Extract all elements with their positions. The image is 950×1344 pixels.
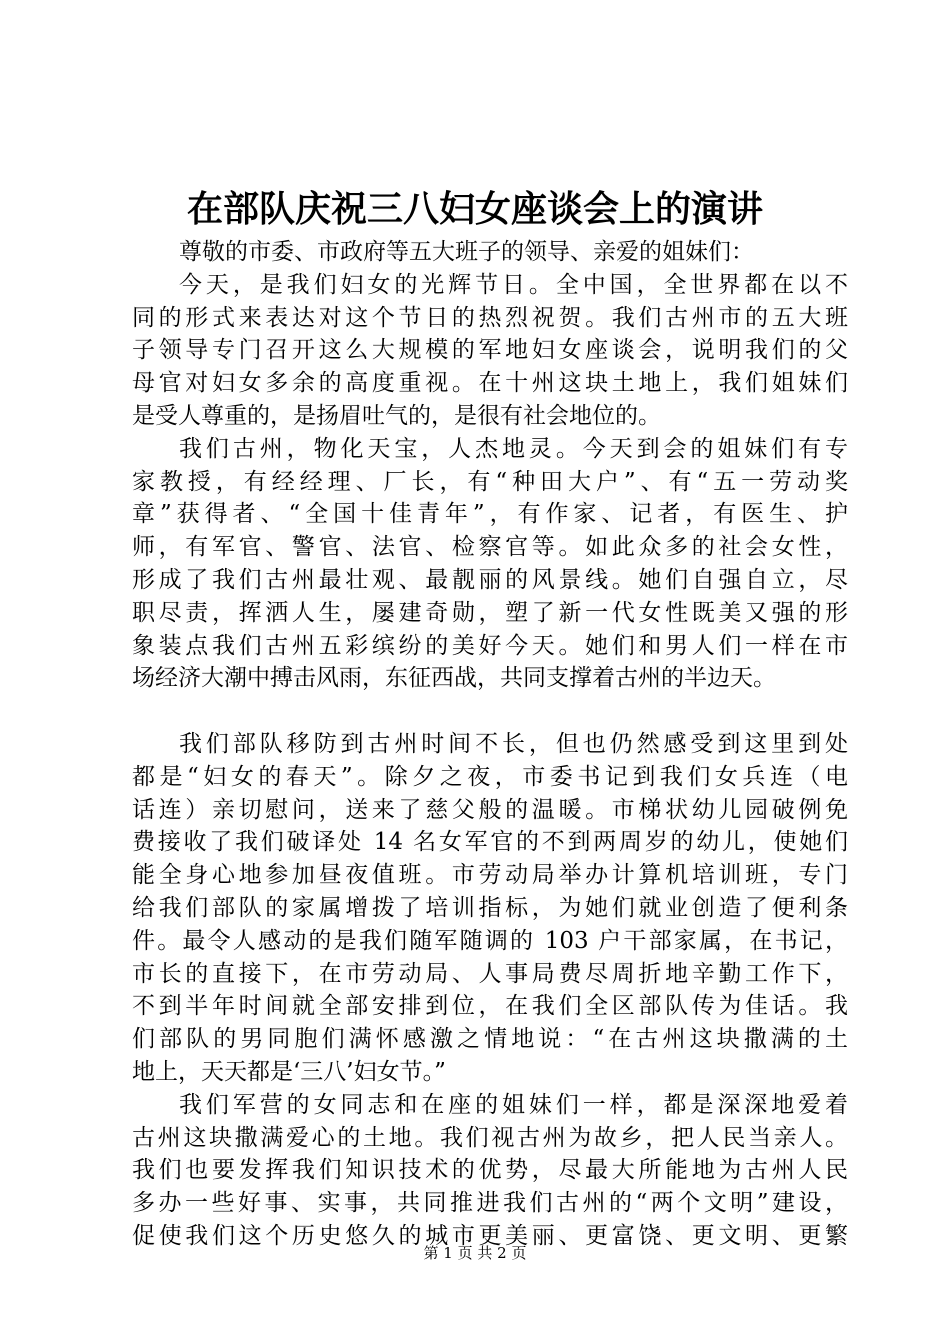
- document-title: 在部队庆祝三八妇女座谈会上的演讲: [186, 188, 763, 230]
- text-line: 今天，是我们妇女的光辉节日。全中国，全世界都在以不: [179, 271, 848, 298]
- text-line: 给我们部队的家属增拨了培训指标，为她们就业创造了便利条: [132, 894, 848, 921]
- text-line: 费接收了我们破译处 14 名女军官的不到两周岁的幼儿，使她们: [132, 829, 848, 856]
- text-line: 象装点我们古州五彩缤纷的美好今天。她们和男人们一样在市: [132, 632, 848, 659]
- text-line: 话连）亲切慰问，送来了慈父般的温暖。市梯状幼儿园破例免: [132, 796, 848, 823]
- text-line: 我们古州，物化天宝，人杰地灵。今天到会的姐妹们有专: [179, 435, 848, 462]
- text-line: 我们军营的女同志和在座的姐妹们一样，都是深深地爱着: [179, 1091, 848, 1118]
- text-line: 我们部队移防到古州时间不长，但也仍然感受到这里到处: [179, 730, 848, 757]
- text-line: 师，有军官、警官、法官、检察官等。如此众多的社会女性，: [132, 534, 848, 561]
- text-line: 章”获得者、“全国十佳青年”，有作家、记者，有医生、护: [132, 501, 848, 528]
- page-footer: 第 1 页 共 2 页: [423, 1244, 527, 1262]
- document-body: [132, 236, 848, 1253]
- text-line: 子领导专门召开这么大规模的军地妇女座谈会，说明我们的父: [132, 337, 848, 364]
- text-line: 尊敬的市委、市政府等五大班子的领导、亲爱的姐妹们：: [179, 239, 754, 265]
- text-line: 场经济大潮中搏击风雨，东征西战，共同支撑着古州的半边天。: [132, 665, 776, 692]
- text-line: 市长的直接下，在市劳动局、人事局费尽周折地辛勤工作下，: [132, 960, 848, 987]
- text-line: 不到半年时间就全部安排到位，在我们全区部队传为佳话。我: [132, 993, 848, 1020]
- text-line: 们部队的男同胞们满怀感激之情地说：“在古州这块撒满的土: [132, 1026, 848, 1053]
- text-line: 家教授，有经经理、厂长，有“种田大户”、有“五一劳动奖: [132, 468, 848, 495]
- text-line: 职尽责，挥洒人生，屡建奇勋，塑了新一代女性既美又强的形: [132, 599, 848, 626]
- text-line: 件。最令人感动的是我们随军随调的 103 户干部家属，在书记，: [132, 927, 848, 954]
- text-line: 都是“妇女的春天”。除夕之夜，市委书记到我们女兵连（电: [132, 763, 848, 790]
- text-line: 促使我们这个历史悠久的城市更美丽、更富饶、更文明、更繁: [132, 1222, 848, 1249]
- text-line: 形成了我们古州最壮观、最靓丽的风景线。她们自强自立，尽: [132, 566, 848, 593]
- text-line: 是受人尊重的，是扬眉吐气的，是很有社会地位的。: [132, 402, 661, 429]
- text-line: 地上，天天都是‘三八’妇女节。”: [132, 1058, 446, 1085]
- text-line: 我们也要发挥我们知识技术的优势，尽最大所能地为古州人民: [132, 1157, 848, 1184]
- text-line: 母官对妇女多余的高度重视。在十州这块土地上，我们姐妹们: [132, 370, 848, 397]
- text-line: 多办一些好事、实事，共同推进我们古州的“两个文明”建设，: [132, 1190, 848, 1217]
- text-line: 同的形式来表达对这个节日的热烈祝贺。我们古州市的五大班: [132, 304, 848, 331]
- text-line: 古州这块撒满爱心的土地。我们视古州为故乡，把人民当亲人。: [132, 1124, 848, 1151]
- text-line: 能全身心地参加昼夜值班。市劳动局举办计算机培训班，专门: [132, 862, 848, 889]
- blank-line: [132, 695, 848, 728]
